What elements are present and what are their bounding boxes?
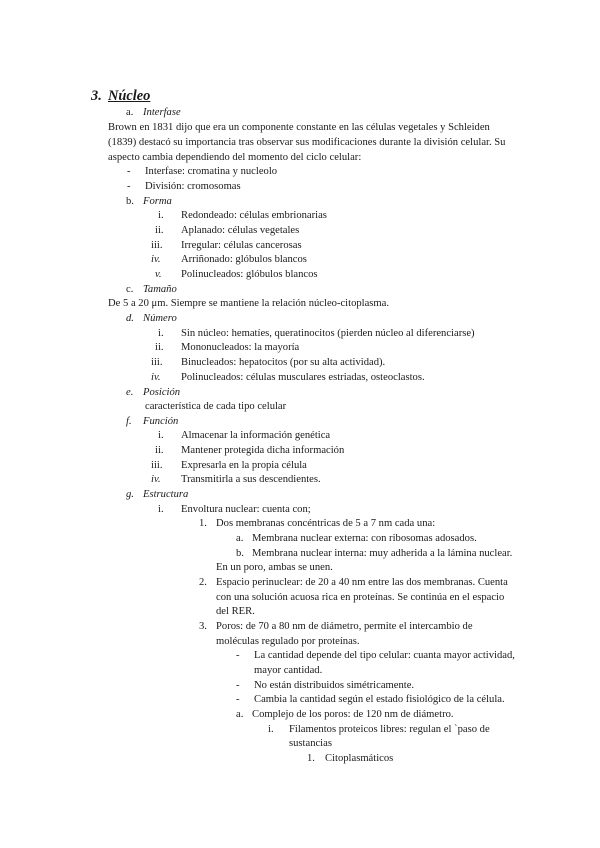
list-marker: iv. bbox=[151, 474, 161, 485]
list-item: Envoltura nuclear: cuenta con; bbox=[181, 504, 311, 515]
paragraph-line: De 5 a 20 μm. Siempre se mantiene la relación núcleo-citoplasma. bbox=[108, 298, 390, 309]
list-item: Espacio perinuclear: de 20 a 40 nm entre las dos membranas. Cuenta bbox=[216, 577, 508, 588]
list-marker: ii. bbox=[155, 445, 164, 456]
list-item: Aplanado: células vegetales bbox=[181, 225, 300, 236]
subsection-f-marker: f. bbox=[126, 416, 132, 427]
bullet-text: División: cromosomas bbox=[145, 181, 241, 192]
bullet-text: Interfase: cromatina y nucleolo bbox=[145, 166, 278, 177]
list-item: Redondeado: células embrionarias bbox=[181, 210, 327, 221]
bullet-text: No están distribuidos simétricamente. bbox=[254, 680, 415, 691]
subsection-e-marker: e. bbox=[126, 387, 134, 398]
list-item: Poros: de 70 a 80 nm de diámetro, permite el intercambio de bbox=[216, 621, 473, 632]
list-item: Arriñonado: glóbulos blancos bbox=[181, 254, 307, 265]
subsection-e-title: Posición bbox=[143, 387, 181, 398]
list-item: Membrana nuclear interna: muy adherida a la lámina nuclear. bbox=[252, 548, 513, 559]
subsection-b-title: Forma bbox=[143, 196, 172, 207]
bullet-text: mayor cantidad. bbox=[254, 665, 323, 676]
section-number: 3. bbox=[91, 88, 102, 104]
list-marker: a. bbox=[236, 709, 244, 720]
list-marker: a. bbox=[236, 533, 244, 544]
list-marker: iii. bbox=[151, 357, 163, 368]
list-marker: iii. bbox=[151, 240, 163, 251]
list-marker: 2. bbox=[199, 577, 207, 588]
paragraph-line: característica de cada tipo celular bbox=[145, 401, 287, 412]
list-item: Membrana nuclear externa: con ribosomas adosados. bbox=[252, 533, 477, 544]
list-marker: i. bbox=[268, 724, 274, 735]
subsection-b-marker: b. bbox=[126, 196, 134, 207]
bullet-marker: - bbox=[127, 166, 131, 177]
list-item-continued: con una solución acuosa rica en proteínas. Se continúa en el espacio bbox=[216, 592, 505, 603]
subsection-f-title: Función bbox=[143, 416, 179, 427]
paragraph-line: En un poro, ambas se unen. bbox=[216, 562, 333, 573]
list-marker: iii. bbox=[151, 460, 163, 471]
list-marker: ii. bbox=[155, 225, 164, 236]
list-item: Citoplasmáticos bbox=[325, 753, 394, 764]
bullet-text: Cambia la cantidad según el estado fisiológico de la célula. bbox=[254, 694, 505, 705]
subsection-c-title: Tamaño bbox=[143, 284, 177, 295]
list-marker: iv. bbox=[151, 254, 161, 265]
list-marker: 1. bbox=[199, 518, 207, 529]
bullet-marker: - bbox=[236, 680, 240, 691]
list-item: Dos membranas concéntricas de 5 a 7 nm cada una: bbox=[216, 518, 436, 529]
bullet-marker: - bbox=[236, 694, 240, 705]
subsection-d-title: Número bbox=[143, 313, 177, 324]
list-item: Transmitirla a sus descendientes. bbox=[181, 474, 321, 485]
subsection-c-marker: c. bbox=[126, 284, 134, 295]
list-marker: v. bbox=[155, 269, 162, 280]
list-item: Complejo de los poros: de 120 nm de diámetro. bbox=[252, 709, 454, 720]
subsection-g-title: Estructura bbox=[143, 489, 189, 500]
bullet-marker: - bbox=[236, 650, 240, 661]
list-item: Mononucleados: la mayoría bbox=[181, 342, 300, 353]
list-marker: i. bbox=[158, 430, 164, 441]
list-marker: ii. bbox=[155, 342, 164, 353]
list-item-continued: moléculas regulado por proteínas. bbox=[216, 636, 360, 647]
list-item-continued: sustancias bbox=[289, 738, 332, 749]
list-marker: i. bbox=[158, 210, 164, 221]
subsection-a-title: Interfase bbox=[143, 107, 181, 118]
list-marker: i. bbox=[158, 328, 164, 339]
bullet-text: La cantidad depende del tipo celular: cuanta mayor actividad, bbox=[254, 650, 515, 661]
list-item: Filamentos proteicos libres: regulan el `paso de bbox=[289, 724, 490, 735]
list-item: Mantener protegida dicha información bbox=[181, 445, 345, 456]
list-item: Expresarla en la propia célula bbox=[181, 460, 307, 471]
subsection-a-marker: a. bbox=[126, 107, 134, 118]
list-item: Irregular: células cancerosas bbox=[181, 240, 302, 251]
bullet-marker: - bbox=[127, 181, 131, 192]
paragraph-line: Brown en 1831 dijo que era un componente constante en las células vegetales y Schleiden bbox=[108, 122, 490, 133]
list-item: Binucleados: hepatocitos (por su alta actividad). bbox=[181, 357, 386, 368]
section-title: Núcleo bbox=[108, 88, 151, 104]
list-marker: b. bbox=[236, 548, 244, 559]
paragraph-line: aspecto cambia dependiendo del momento del ciclo celular: bbox=[108, 152, 362, 163]
list-item: Sin núcleo: hematíes, queratinocitos (pierden núcleo al diferenciarse) bbox=[181, 328, 475, 339]
subsection-g-marker: g. bbox=[126, 489, 134, 500]
list-marker: 3. bbox=[199, 621, 207, 632]
subsection-d-marker: d. bbox=[126, 313, 134, 324]
list-item-continued: del RER. bbox=[216, 606, 255, 617]
list-marker: iv. bbox=[151, 372, 161, 383]
list-marker: i. bbox=[158, 504, 164, 515]
list-item: Polinucleados: glóbulos blancos bbox=[181, 269, 318, 280]
paragraph-line: (1839) destacó su importancia tras observar sus modificaciones durante la división celular. Su bbox=[108, 137, 506, 148]
list-marker: 1. bbox=[307, 753, 315, 764]
list-item: Almacenar la información genética bbox=[181, 430, 331, 441]
list-item: Polinucleados: células musculares estriadas, osteoclastos. bbox=[181, 372, 425, 383]
